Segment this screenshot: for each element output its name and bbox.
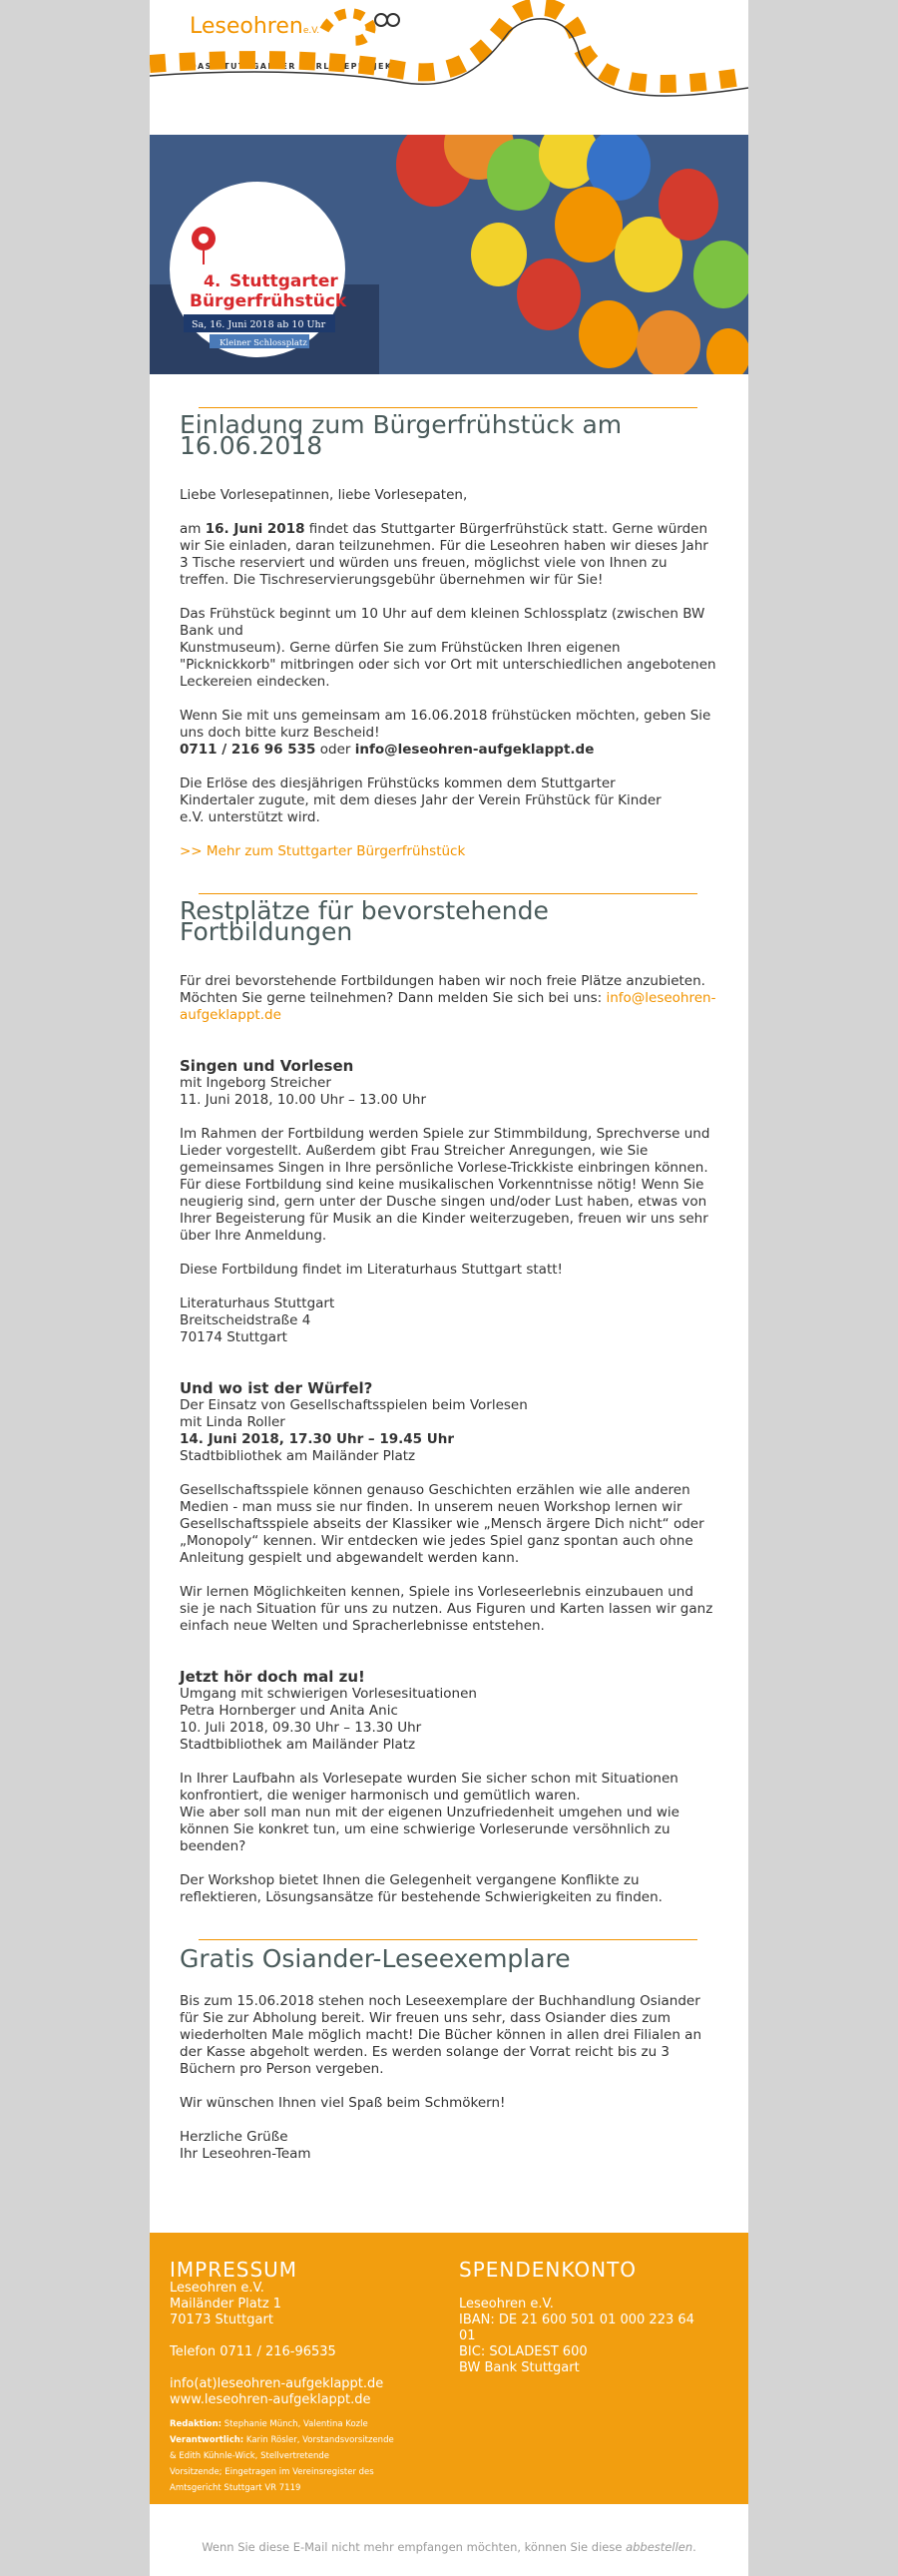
bic-line: BIC: SOLADEST 600 (459, 2344, 588, 2359)
more-link[interactable]: >> Mehr zum Stuttgarter Bürgerfrühstück (180, 843, 466, 859)
course-title: Singen und Vorlesen (180, 1057, 354, 1075)
course-trainer: mit Linda Roller (180, 1414, 285, 1430)
balloons-image (150, 135, 748, 374)
badge-place: Kleiner Schlossplatz (220, 338, 307, 348)
hero-image (150, 135, 748, 374)
section-buergerfruehstueck (170, 374, 726, 860)
phone-number: 0711 / 216 96 535 (180, 742, 316, 758)
impressum (170, 2259, 439, 2496)
impressum-line: Leseohren e.V. (170, 2281, 264, 2296)
iban-line: IBAN: DE 21 600 501 01 000 223 64 (459, 2313, 694, 2327)
course-place: Stadtbibliothek am Mailänder Platz (180, 1737, 416, 1753)
paragraph: Für drei bevorstehende Fortbildungen haben wir noch freie Plätze anzubieten. Möchten Sie gerne teilnehmen? Dann melden Sie sich bei uns: info@leseohren-aufgeklappt.de (180, 973, 716, 1023)
badge-date: Sa, 16. Juni 2018 ab 10 Uhr (192, 319, 326, 330)
course-description: In Ihrer Laufbahn als Vorlesepate wurden Sie sicher schon mit Situationen konfrontiert, die weniger harmonisch und gemütlich waren. (180, 1771, 678, 1803)
footer (150, 2233, 748, 2504)
badge-number: 4. (204, 271, 222, 290)
course-date: 11. Juni 2018, 10.00 Uhr – 13.00 Uhr (180, 1092, 427, 1108)
address-line: Literaturhaus Stuttgart (180, 1295, 335, 1311)
newsletter (150, 0, 748, 2576)
course-description: Wir lernen Möglichkeiten kennen, Spiele ins Vorleseerlebnis einzubauen und sie je nach Situation für uns zu nutzen. Aus Figuren und Karten lassen wir ganz einfach neue Welten und Spracherlebnisse entstehen. (180, 1584, 713, 1634)
section-title: Restplätze für bevorstehende Fortbildungen (180, 896, 549, 946)
course-subtitle: Der Einsatz von Gesellschaftsspielen beim Vorlesen (180, 1397, 528, 1413)
course-date: 14. Juni 2018, 17.30 Uhr – 19.45 Uhr (180, 1431, 455, 1447)
register-line: Amtsgericht Stuttgart VR 7119 (170, 2483, 301, 2493)
course-date: 10. Juli 2018, 09.30 Uhr – 13.30 Uhr (180, 1720, 422, 1736)
course-trainer: Petra Hornberger und Anita Anic (180, 1703, 398, 1719)
course-place: Stadtbibliothek am Mailänder Platz (180, 1448, 416, 1464)
closing: Herzliche Grüße (180, 2129, 288, 2145)
section-title: Gratis Osiander-Leseexemplare (180, 1944, 571, 1973)
paragraph: Die Erlöse des diesjährigen Frühstücks kommen dem Stuttgarter (180, 775, 616, 791)
course-trainer: mit Ingeborg Streicher (180, 1075, 331, 1091)
divider (199, 407, 697, 408)
course-subtitle: Umgang mit schwierigen Vorlesesituationen (180, 1686, 477, 1702)
venue-note: Diese Fortbildung findet im Literaturhaus Stuttgart statt! (180, 1262, 563, 1278)
register-line: Vorsitzende; Eingetragen im Vereinsregister des (170, 2467, 374, 2477)
logo-title: Leseohrene.V. (190, 14, 320, 39)
impressum-line: Mailänder Platz 1 (170, 2297, 282, 2312)
paragraph: e.V. unterstützt wird. (180, 809, 320, 825)
badge-city: Stuttgarter (229, 271, 338, 291)
website-link[interactable]: www.leseohren-aufgeklappt.de (170, 2392, 371, 2407)
ear-mascot-icon (150, 0, 748, 135)
unsubscribe-link[interactable]: abbestellen (626, 2540, 693, 2554)
verantwortlich-line: & Edith Kühnle-Wick, Stellvertretende (170, 2451, 329, 2461)
bank-line: BW Bank Stuttgart (459, 2360, 580, 2375)
course-singen (180, 1058, 716, 1346)
course-title: Und wo ist der Würfel? (180, 1379, 373, 1397)
divider (199, 893, 697, 894)
logo-subtitle: DAS STUTTGARTER VORLESEPROJEKT (190, 62, 400, 71)
paragraph: Kunstmuseum). Gerne dürfen Sie zum Frühstücken Ihren eigenen "Picknickkorb" mitbringen oder sich vor Ort mit unterschiedlichen angebotenen Leckereien eindecken. (180, 640, 716, 690)
unsubscribe-line: Wenn Sie diese E-Mail nicht mehr empfangen möchten, können Sie diese abbestellen. (202, 2540, 696, 2554)
paragraph: Wenn Sie mit uns gemeinsam am 16.06.2018 frühstücken möchten, geben Sie uns doch bitte kurz Bescheid! (180, 708, 711, 741)
section-osiander (170, 1906, 726, 2163)
impressum-line: 70173 Stuttgart (170, 2313, 273, 2327)
spendenkonto-title: SPENDENKONTO (459, 2258, 638, 2282)
address-line: Breitscheidstraße 4 (180, 1312, 311, 1328)
paragraph: Kindertaler zugute, mit dem dieses Jahr der Verein Frühstück für Kinder (180, 792, 662, 808)
impressum-title: IMPRESSUM (170, 2258, 298, 2282)
address-line: 70174 Stuttgart (180, 1329, 287, 1345)
header (150, 0, 748, 135)
badge-event: Bürgerfrühstück (190, 291, 347, 311)
course-description: Gesellschaftsspiele können genauso Geschichten erzählen wie alle anderen Medien - man muss sie nur finden. In unserem neuen Workshop lernen wir Gesellschaftsspiele abseits der Klassiker wie „Mensch ärgere Dich nicht“ oder „Monopoly“ kennen. Wir entdecken wie jedes Spiel ganz spontan auch ohne Anleitung gespielt und abgewandelt werden kann. (180, 1482, 704, 1566)
paragraph: Wir wünschen Ihnen viel Spaß beim Schmökern! (180, 2095, 506, 2111)
redaktion-line: Redaktion: Stephanie Münch, Valentina Kozle (170, 2419, 368, 2429)
phone-line: Telefon 0711 / 216-96535 (170, 2344, 336, 2359)
spendenkonto (459, 2259, 738, 2376)
content (150, 374, 748, 2163)
paragraph: Das Frühstück beginnt um 10 Uhr auf dem kleinen Schlossplatz (zwischen BW Bank und (180, 606, 705, 639)
course-title: Jetzt hör doch mal zu! (180, 1668, 365, 1686)
divider (199, 1939, 697, 1940)
email-link[interactable]: info@leseohren-aufgeklappt.de (180, 990, 716, 1023)
course-description: Der Workshop bietet Ihnen die Gelegenheit vergangene Konflikte zu reflektieren, Lösungsansätze für bestehende Schwierigkeiten zu finden. (180, 1872, 663, 1905)
course-description: Im Rahmen der Fortbildung werden Spiele zur Stimmbildung, Sprechverse und Lieder vorgestellt. Außerdem gibt Frau Streicher Anregungen, wie Sie gemeinsames Singen in Ihre persönliche Vorlese-Trickkiste einbringen können. Für diese Fortbildung sind keine musikalischen Vorkenntnisse nötig! Wenn Sie neugierig sind, gern unter der Dusche singen und/oder Lust haben, etwas von Ihrer Begeisterung für Musik an die Kinder weiterzugeben, freuen wir uns sehr über Ihre Anmeldung. (180, 1126, 710, 1244)
verantwortlich-line: Verantwortlich: Karin Rösler, Vorstandsvorsitzende (170, 2435, 394, 2445)
iban-line: 01 (459, 2328, 476, 2343)
greeting: Liebe Vorlesepatinnen, liebe Vorlesepaten, (180, 487, 468, 503)
course-zuhoeren (180, 1669, 716, 1906)
course-description: Wie aber soll man nun mit der eigenen Unzufriedenheit umgehen und wie können Sie konkret tun, um eine schwierige Vorleserunde versöhnlich zu beenden? (180, 1804, 679, 1854)
section-fortbildungen (170, 860, 726, 1906)
paragraph: am 16. Juni 2018 findet das Stuttgarter Bürgerfrühstück statt. Gerne würden wir Sie einladen, daran teilzunehmen. Für die Leseohren haben wir dieses Jahr 3 Tische reserviert und würden uns freuen, möglichst viele von Ihnen zu treffen. Die Tischreservierungsgebühr übernehmen wir für Sie! (180, 521, 708, 588)
email-link[interactable]: info(at)leseohren-aufgeklappt.de (170, 2376, 384, 2391)
course-wuerfel (180, 1380, 716, 1635)
bank-line: Leseohren e.V. (459, 2297, 554, 2312)
contact-line: 0711 / 216 96 535 oder info@leseohren-aufgeklappt.de (180, 742, 595, 758)
signature: Ihr Leseohren-Team (180, 2146, 311, 2162)
section-title: Einladung zum Bürgerfrühstück am 16.06.2018 (180, 410, 623, 460)
paragraph: Bis zum 15.06.2018 stehen noch Leseexemplare der Buchhandlung Osiander für Sie zur Abholung bereit. Wir freuen uns sehr, dass Osiander dies zum wiederholten Male möglich macht! Die Bücher können in allen drei Filialen an der Kasse abgeholt werden. Es werden solange der Vorrat reicht bis zu 3 Büchern pro Person vergeben. (180, 1993, 701, 2077)
email-link[interactable]: info@leseohren-aufgeklappt.de (354, 742, 595, 758)
